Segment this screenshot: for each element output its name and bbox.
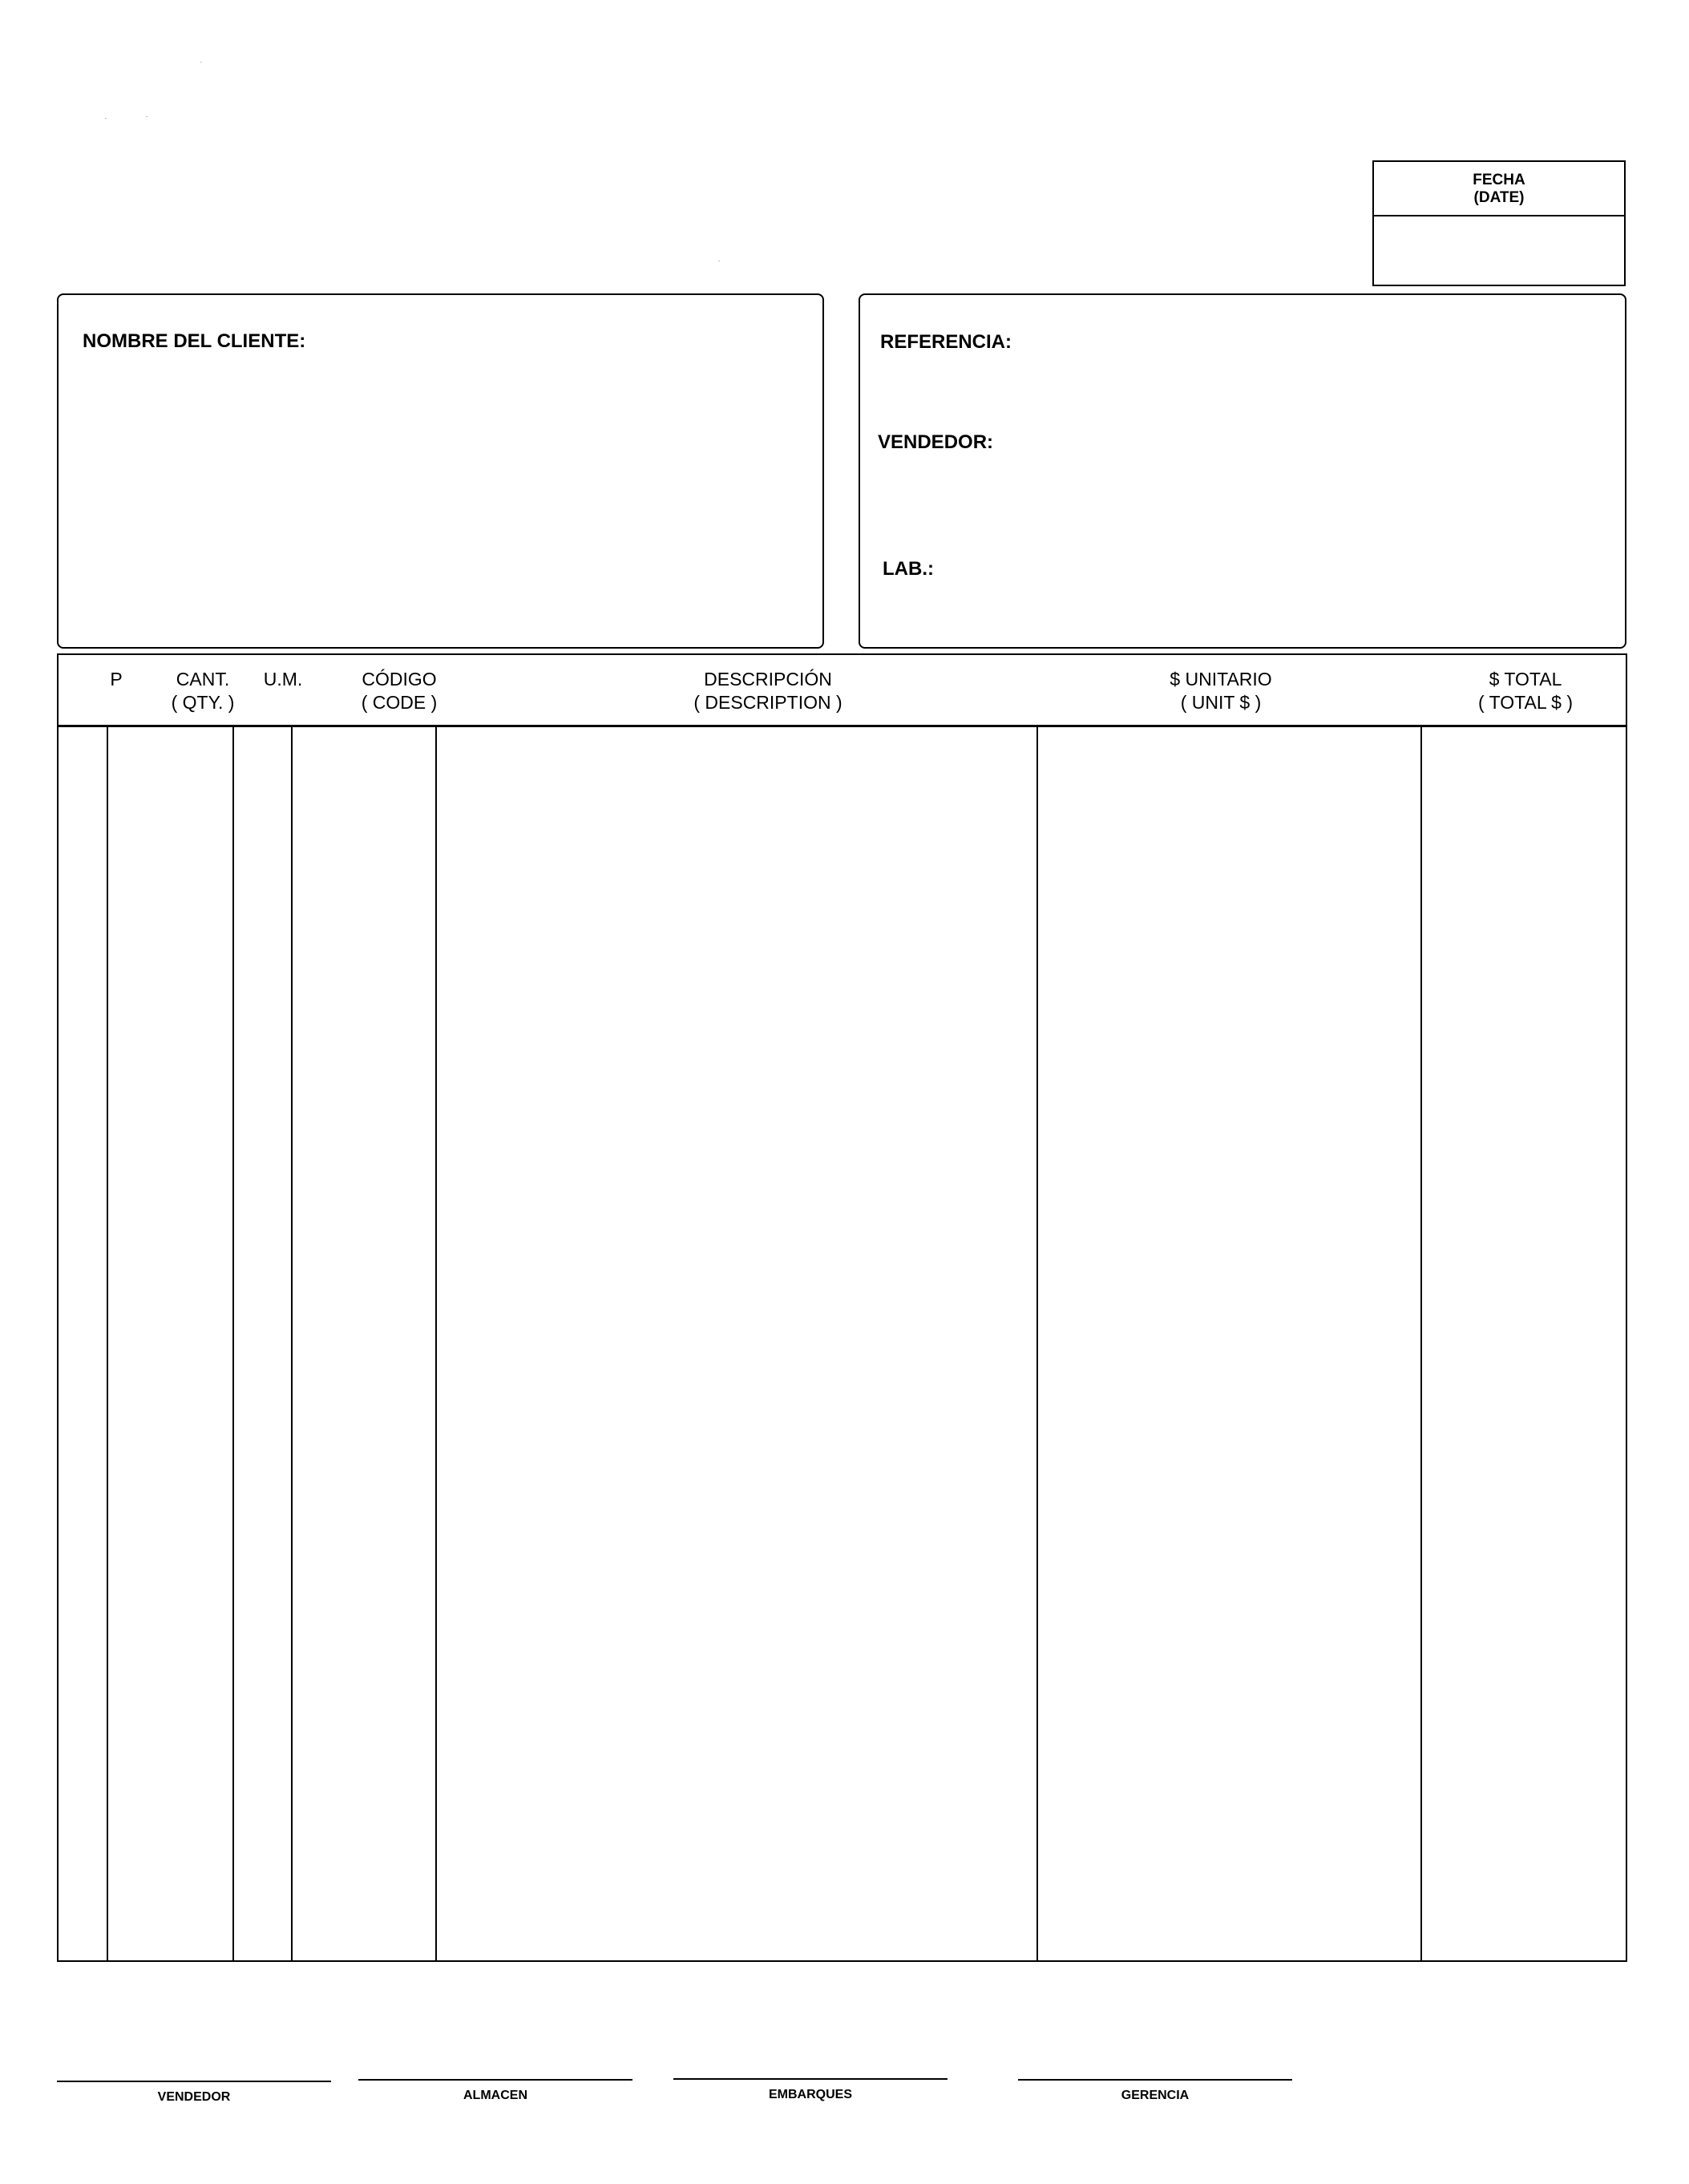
- column-divider: [435, 727, 437, 1960]
- column-header-unit-label-en: ( UNIT $ ): [1180, 692, 1262, 713]
- column-header-total: [1425, 668, 1626, 714]
- client-panel: [57, 293, 824, 649]
- signature-line: [673, 2078, 948, 2080]
- column-header-code-label: CÓDIGO: [362, 669, 437, 690]
- vendedor-label: VENDEDOR:: [878, 431, 994, 453]
- date-header: [1374, 162, 1624, 216]
- column-header-total-label: $ TOTAL: [1489, 669, 1562, 690]
- lab-field[interactable]: [948, 558, 1606, 582]
- signature-label: EMBARQUES: [768, 2088, 852, 2101]
- column-divider: [107, 727, 108, 1960]
- column-header-total-label-en: ( TOTAL $ ): [1477, 692, 1573, 713]
- vendedor-field[interactable]: [996, 431, 1606, 455]
- column-header-code: [315, 668, 483, 714]
- table-body[interactable]: [59, 727, 1626, 1960]
- signature-embarques[interactable]: [673, 2078, 948, 2110]
- signature-label: VENDEDOR: [157, 2090, 231, 2104]
- column-divider: [232, 727, 234, 1960]
- column-header-code-label-en: ( CODE ): [361, 692, 438, 713]
- column-header-description-label-en: ( DESCRIPTION ): [693, 692, 842, 713]
- signature-label: ALMACEN: [463, 2089, 527, 2102]
- referencia-field[interactable]: [1012, 331, 1606, 355]
- date-label: FECHA: [1473, 172, 1525, 188]
- date-label-en: (DATE): [1473, 189, 1525, 206]
- items-table: [57, 653, 1627, 1962]
- column-header-description: [588, 668, 948, 714]
- column-header-description-label: DESCRIPCIÓN: [704, 669, 832, 690]
- client-name-label: NOMBRE DEL CLIENTE:: [83, 330, 306, 352]
- column-header-unit: [1101, 668, 1341, 714]
- column-header-um: [247, 668, 319, 691]
- table-header: [59, 655, 1626, 727]
- signature-almacen[interactable]: [358, 2079, 632, 2111]
- date-box: [1372, 160, 1626, 286]
- signature-line: [1018, 2079, 1292, 2081]
- date-field[interactable]: [1374, 216, 1624, 286]
- column-header-qty-label-en: ( QTY. ): [171, 692, 235, 713]
- signature-vendedor[interactable]: [57, 2081, 331, 2113]
- column-header-qty: [155, 668, 251, 714]
- reference-panel: [859, 293, 1626, 649]
- column-header-qty-label: CANT.: [176, 669, 230, 690]
- column-header-p-label: P: [110, 669, 123, 690]
- column-divider: [291, 727, 293, 1960]
- column-divider: [1036, 727, 1038, 1960]
- signature-line: [57, 2081, 331, 2082]
- lab-label: LAB.:: [883, 558, 934, 580]
- column-header-um-label: U.M.: [263, 669, 303, 690]
- signature-gerencia[interactable]: [1018, 2079, 1292, 2111]
- referencia-label: REFERENCIA:: [880, 331, 1012, 353]
- column-header-p: [100, 668, 132, 691]
- column-divider: [1420, 727, 1422, 1960]
- signature-line: [358, 2079, 632, 2081]
- column-header-unit-label: $ UNITARIO: [1170, 669, 1272, 690]
- signature-label: GERENCIA: [1121, 2089, 1190, 2102]
- client-name-field[interactable]: [83, 362, 796, 386]
